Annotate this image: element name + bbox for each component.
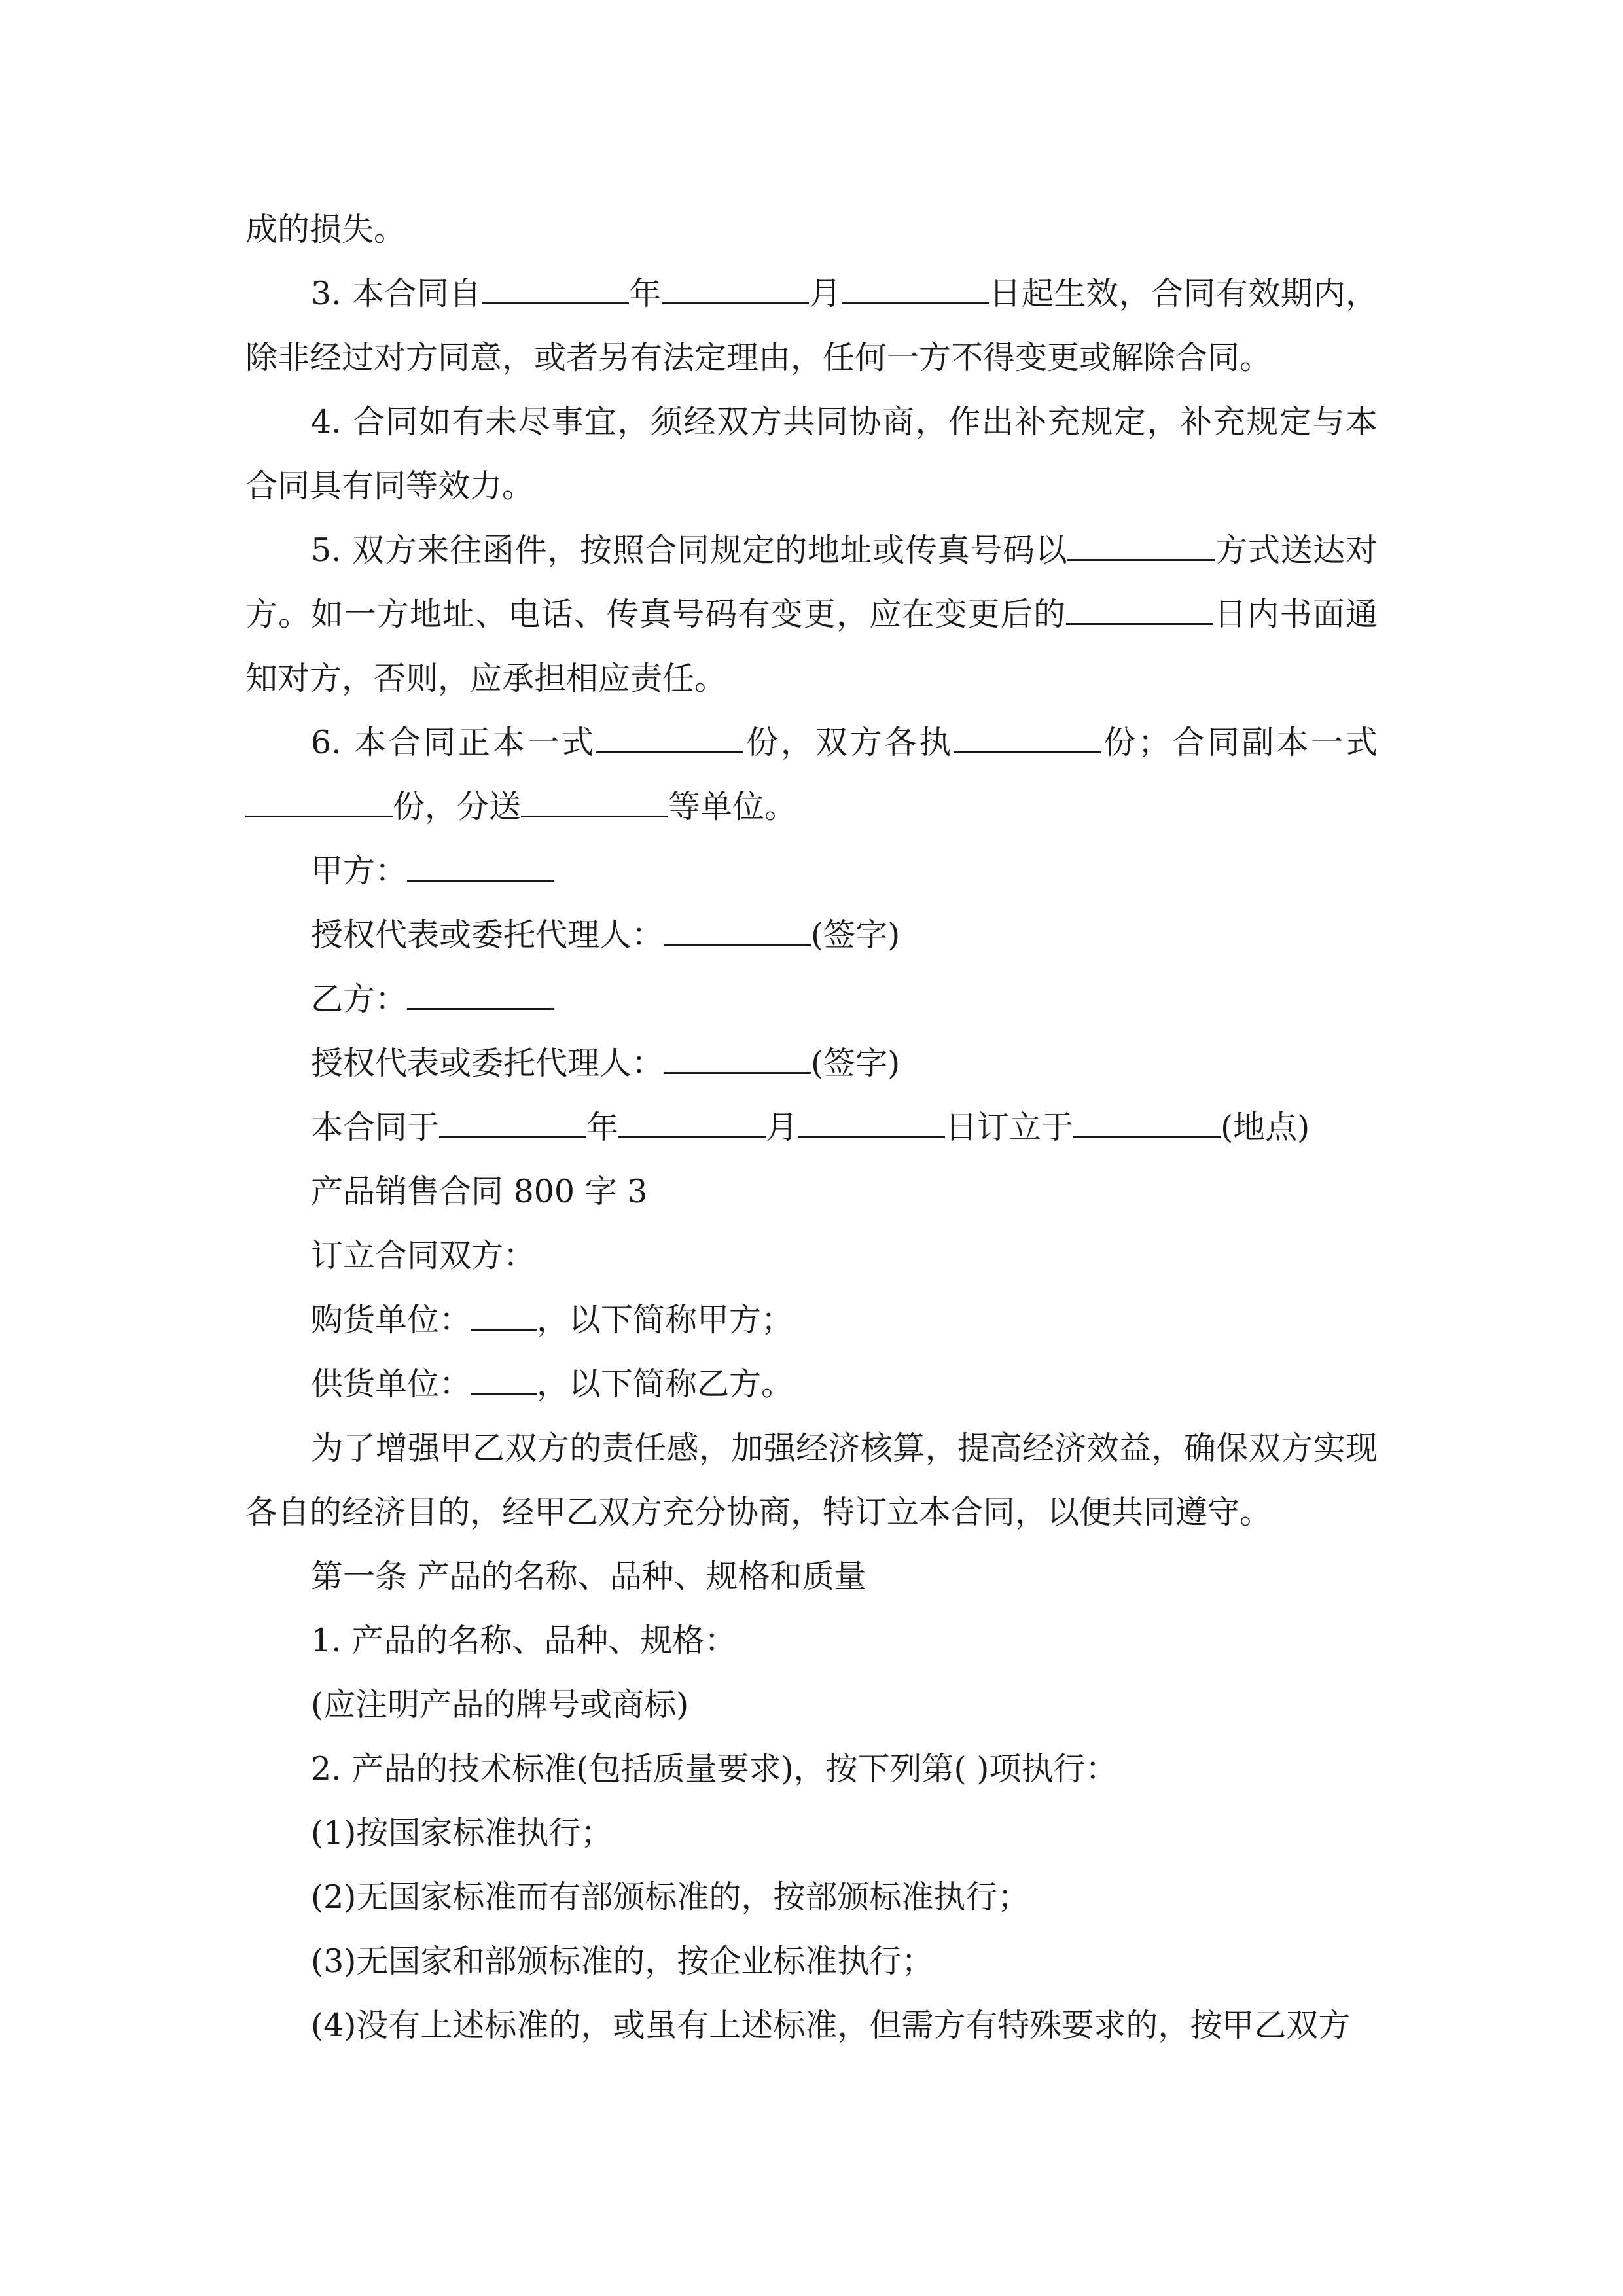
blank-day[interactable]	[842, 302, 989, 304]
blank-supplier[interactable]	[471, 1392, 537, 1395]
paragraph-continuation: 成的损失。	[245, 211, 406, 248]
blank-month[interactable]	[662, 302, 809, 304]
buyer-line: 购货单位： ，以下简称甲方；	[311, 1301, 794, 1338]
blank-delivery-method[interactable]	[1067, 558, 1215, 561]
parties-label: 订立合同双方：	[311, 1237, 536, 1274]
party-b-agent-line: 授权代表或委托代理人： (签字)	[311, 1045, 901, 1082]
clause-5-correspondence: 5. 双方来往函件，按照合同规定的地址或传真号码以 方式送达对方。如一方地址、电话、传真号码有变更，应在变更后的 日内书面通知对方，否则，应承担相应责任。	[245, 531, 1378, 697]
blank-duplicate-count[interactable]	[245, 815, 393, 817]
blank-party-b-agent[interactable]	[664, 1071, 811, 1074]
contract-text	[245, 198, 1378, 2058]
article-1-title: 第一条 产品的名称、品种、规格和质量	[311, 1558, 866, 1595]
purpose-paragraph: 为了增强甲乙双方的责任感，加强经济核算，提高经济效益，确保双方实现各自的经济目的，经甲乙双方充分协商，特订立本合同，以便共同遵守。	[245, 1429, 1378, 1531]
blank-buyer[interactable]	[471, 1328, 537, 1331]
party-a-line: 甲方：	[245, 839, 1378, 903]
clause-6-copies: 6. 本合同正本一式 份，双方各执 份；合同副本一式份，分送 等单位。	[245, 711, 1378, 839]
blank-year[interactable]	[482, 302, 629, 304]
party-b-line: 乙方：	[245, 967, 1378, 1031]
party-a-agent-line: 授权代表或委托代理人： (签字)	[311, 916, 901, 954]
blank-notice-days[interactable]	[1066, 622, 1213, 625]
blank-each-party-count[interactable]	[954, 751, 1101, 753]
blank-signing-year[interactable]	[439, 1136, 586, 1138]
item-1: 1. 产品的名称、品种、规格：	[311, 1622, 737, 1659]
signing-date-place-line: 本合同于 年 月 日订立于 (地点)	[311, 1109, 1310, 1146]
clause-3-effective-date: 3. 本合同自 年 月 日起生效，合同有效期内，除非经过对方同意，或者另有法定理由，任何一方不得变更或解除合同。	[245, 275, 1378, 376]
clause-4-supplement: 4. 合同如有未尽事宜，须经双方共同协商，作出补充规定，补充规定与本合同具有同等效力。	[245, 403, 1378, 505]
option-1: (1)按国家标准执行；	[311, 1814, 613, 1852]
supplier-line: 供货单位： ，以下简称乙方。	[311, 1365, 794, 1403]
option-2: (2)无国家标准而有部颁标准的，按部颁标准执行；	[311, 1878, 1030, 1916]
blank-recipients[interactable]	[521, 815, 668, 817]
blank-signing-month[interactable]	[618, 1136, 766, 1138]
blank-party-a[interactable]	[407, 879, 554, 882]
item-2: 2. 产品的技术标准(包括质量要求)，按下列第( )项执行：	[311, 1750, 1118, 1787]
section-heading: 产品销售合同 800 字 3	[311, 1173, 648, 1210]
item-1-note: (应注明产品的牌号或商标)	[311, 1686, 689, 1723]
option-3: (3)无国家和部颁标准的，按企业标准执行；	[311, 1943, 934, 1980]
blank-party-a-agent[interactable]	[664, 943, 811, 946]
blank-party-b[interactable]	[407, 1007, 554, 1010]
blank-original-count[interactable]	[596, 751, 743, 753]
blank-signing-place[interactable]	[1073, 1136, 1221, 1138]
option-4: (4)没有上述标准的，或虽有上述标准，但需方有特殊要求的，按甲乙双方	[311, 2007, 1351, 2044]
blank-signing-day[interactable]	[798, 1136, 945, 1138]
